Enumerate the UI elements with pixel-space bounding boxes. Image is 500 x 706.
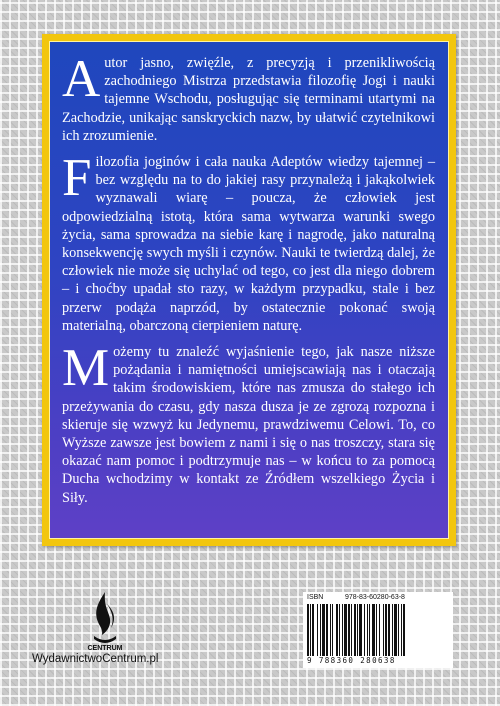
- logo-text: CENTRUM: [87, 645, 123, 652]
- barcode-bar: [344, 604, 347, 656]
- barcode-bar: [357, 604, 358, 656]
- barcode-bar: [317, 604, 318, 656]
- barcode-digits: 9 788360 280638: [307, 656, 396, 665]
- barcode-bar: [322, 604, 325, 656]
- drop-cap-3: M: [62, 339, 110, 398]
- barcode-bar: [342, 604, 343, 656]
- flame-icon: [84, 590, 126, 652]
- barcode-bar: [307, 604, 309, 656]
- paragraph-2: [62, 149, 435, 335]
- barcode-bar: [392, 604, 393, 656]
- isbn-number: 978-83-60280-63-8: [345, 594, 405, 601]
- barcode-bar: [336, 604, 338, 656]
- barcode-bar: [403, 604, 405, 656]
- barcode-bar: [372, 604, 375, 656]
- barcode-bar: [376, 604, 377, 656]
- barcode-bars: [307, 604, 449, 656]
- barcode-bar: [339, 604, 340, 656]
- paragraph-1: [62, 50, 435, 145]
- publisher-url: WydawnictwoCentrum.pl: [32, 653, 159, 665]
- description-frame: [42, 34, 456, 546]
- centrum-logo: [84, 590, 126, 652]
- barcode-bar: [348, 604, 350, 656]
- barcode-bar: [369, 604, 370, 656]
- barcode-bar: [385, 604, 387, 656]
- barcode-bar: [379, 604, 380, 656]
- barcode-bar: [312, 604, 314, 656]
- barcode-bar: [326, 604, 328, 656]
- paragraph-3: [62, 339, 435, 507]
- isbn-label: ISBN: [307, 594, 324, 601]
- barcode-bar: [388, 604, 390, 656]
- paragraph-3-text: ożemy tu znaleźć wyjaśnienie tego, jak nasze niższe pożądania i namiętności umiejscawiają nas i otaczają takim środowiskiem, które nas zmusza do stałego ich przeżywania do czasu, gdy nasza dusza je ze zgrozą rozpozna i skieruje się wzwyż ku Jedynemu, prawdziwemu Celowi. To, co Wyższe zawsze jest bowiem z nami i się o nas troszczy, stara się okazać nam pomoc i podtrzymuje nas – w końcu to za pomocą Ducha wchodzimy w kontakt ze Źródłem wszelkiego Życia i Siły.: [62, 344, 435, 506]
- barcode-bar: [354, 604, 356, 656]
- barcode-bar: [351, 604, 352, 656]
- paragraph-1-text: utor jasno, zwięźle, z precyzją i przenikliwością zachodniego Mistrza przedstawia filozofię Jogi i nauki tajemne Wschodu, posługując się terminami utartymi na Zachodzie, unikając sanskryckich nazw, by ułatwić czytelnikowi ich zrozumienie.: [62, 55, 435, 144]
- isbn-barcode: [303, 592, 453, 668]
- description-panel: [49, 41, 449, 539]
- barcode-bar: [332, 604, 333, 656]
- paragraph-2-text: ilozofia joginów i cała nauka Adeptów wiedzy tajemnej – bez względu na to do jakiej rasy przynależą i jakąkolwiek wyznawali wiarę – poucza, że człowiek jest odpowiedzialną istotą, która sama wytwarza warunki swego życia, sama sprowadza na siebie karę i nagrodę, jako naturalną konsekwencję swych myśli i czynów. Nauki te twierdzą dalej, że człowiek nie może się uchylać od tego, co jest dla niego dobrem – i choćby upadał sto razy, w każdym przypadku, stale i bez przerw podąża naprzód, by ostatecznie pokonać swoją materialną, obarczoną cierpieniem naturę.: [62, 154, 435, 334]
- barcode-bar: [364, 604, 365, 656]
- barcode-bar: [330, 604, 331, 656]
- drop-cap-1: A: [62, 50, 101, 108]
- barcode-bar: [320, 604, 321, 656]
- barcode-bar: [398, 604, 399, 656]
- barcode-bar: [383, 604, 384, 656]
- barcode-bar: [401, 604, 402, 656]
- barcode-bar: [359, 604, 362, 656]
- barcode-bar: [394, 604, 397, 656]
- barcode-bar: [367, 604, 368, 656]
- barcode-bar: [310, 604, 311, 656]
- drop-cap-2: F: [62, 149, 92, 208]
